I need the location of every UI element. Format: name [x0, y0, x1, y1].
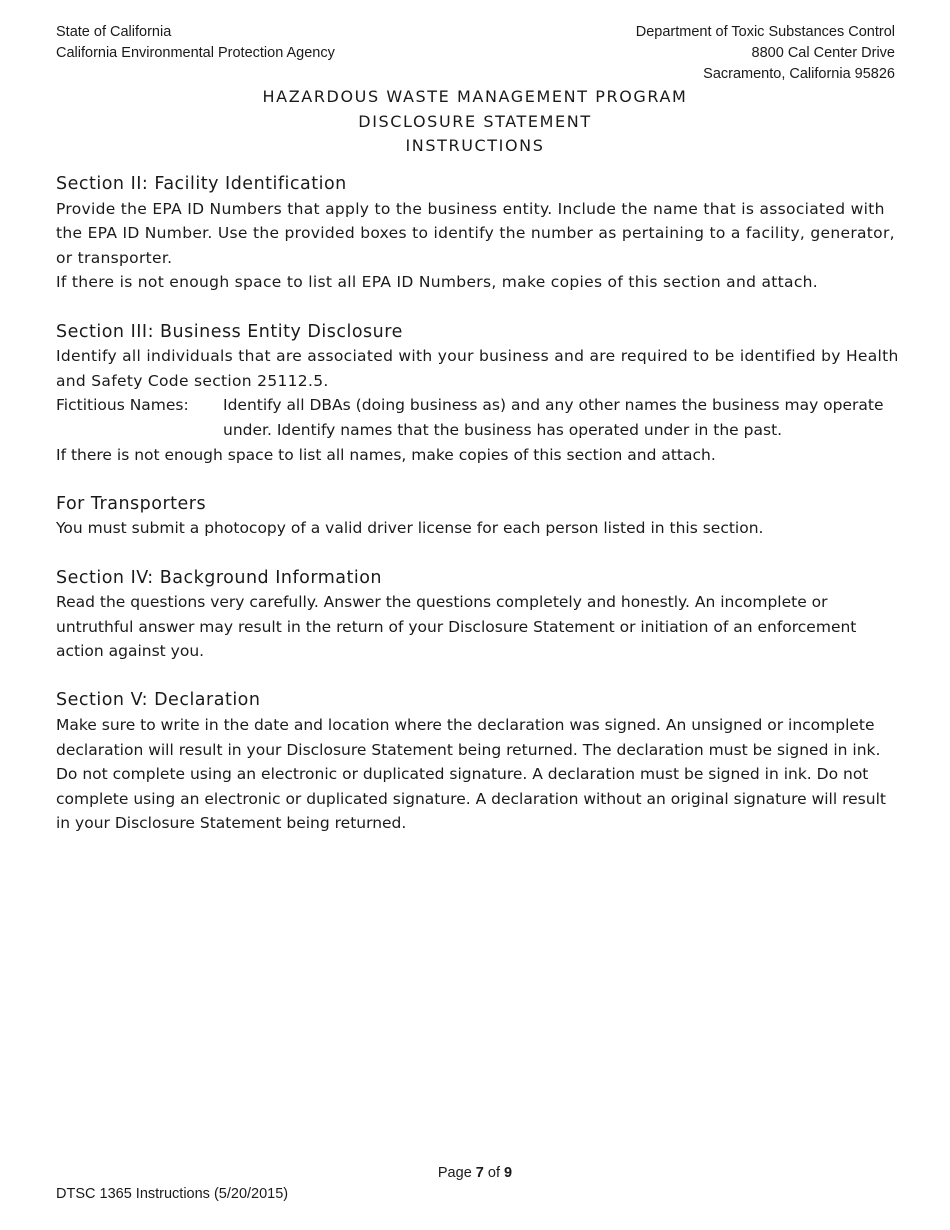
section-paragraph: You must submit a photocopy of a valid driver license for each person listed in this section.: [56, 519, 764, 538]
page-of: of: [483, 1165, 505, 1181]
document-body: [56, 172, 901, 861]
instructions-title: INSTRUCTIONS: [405, 136, 545, 155]
department-name: Department of Toxic Substances Control: [635, 24, 895, 40]
section-transporters: [56, 492, 901, 541]
street-address: 8800 Cal Center Drive: [751, 45, 895, 61]
section-paragraph: Provide the EPA ID Numbers that apply to the business entity. Include the name that is associated with the EPA ID Number. Use the provided boxes to identify the number as pertaining to a facility, generator, or transporter.: [56, 199, 895, 267]
statement-title: DISCLOSURE STATEMENT: [358, 111, 592, 131]
section-business-entity-disclosure: [56, 320, 901, 468]
section-paragraph: Read the questions very carefully. Answer the questions completely and honestly. An incomplete or untruthful answer may result in the return of your Disclosure Statement or initiation of an enforcement action against you.: [56, 593, 857, 661]
agency-name: California Environmental Protection Agency: [56, 45, 335, 61]
header-agency: [56, 22, 335, 64]
fictitious-names-text: Identify all DBAs (doing business as) and any other names the business may operate under. Identify names that the business has operated under in the past.: [223, 396, 884, 439]
section-paragraph: Identify all individuals that are associated with your business and are required to be identified by Health and Safety Code section 25112.5.: [56, 347, 899, 390]
fictitious-names-label: Fictitious Names:: [56, 396, 189, 415]
section-heading: Section IV: Background Information: [56, 567, 383, 588]
form-identifier: DTSC 1365 Instructions (5/20/2015): [56, 1186, 289, 1202]
section-facility-identification: [56, 172, 901, 295]
section-declaration: [56, 688, 901, 836]
city-address: Sacramento, California 95826: [703, 66, 895, 82]
section-heading: Section III: Business Entity Disclosure: [56, 321, 403, 342]
section-background-information: [56, 566, 901, 664]
document-title: [0, 85, 950, 159]
section-heading: Section V: Declaration: [56, 690, 261, 711]
section-paragraph: If there is not enough space to list all names, make copies of this section and attach.: [56, 445, 716, 464]
section-heading: For Transporters: [56, 493, 207, 514]
current-page: 7: [475, 1165, 484, 1181]
page-prefix: Page: [437, 1165, 476, 1181]
page-number: [0, 1165, 950, 1181]
state-name: State of California: [56, 24, 172, 40]
program-title: HAZARDOUS WASTE MANAGEMENT PROGRAM: [262, 87, 688, 106]
section-paragraph: Make sure to write in the date and location where the declaration was signed. An unsigned or incomplete declaration will result in your Disclosure Statement being returned. The declaration must be signed in ink. Do not complete using an electronic or duplicated signature. A declaration must be signed in ink. Do not complete using an electronic or duplicated signature. A declaration without an original signature will result in your Disclosure Statement being returned.: [56, 716, 886, 833]
section-heading: Section II: Facility Identification: [56, 174, 347, 194]
fictitious-names-row: [56, 393, 901, 442]
section-paragraph: If there is not enough space to list all EPA ID Numbers, make copies of this section and attach.: [56, 273, 818, 292]
header-department: [636, 22, 895, 85]
total-pages: 9: [504, 1165, 513, 1181]
